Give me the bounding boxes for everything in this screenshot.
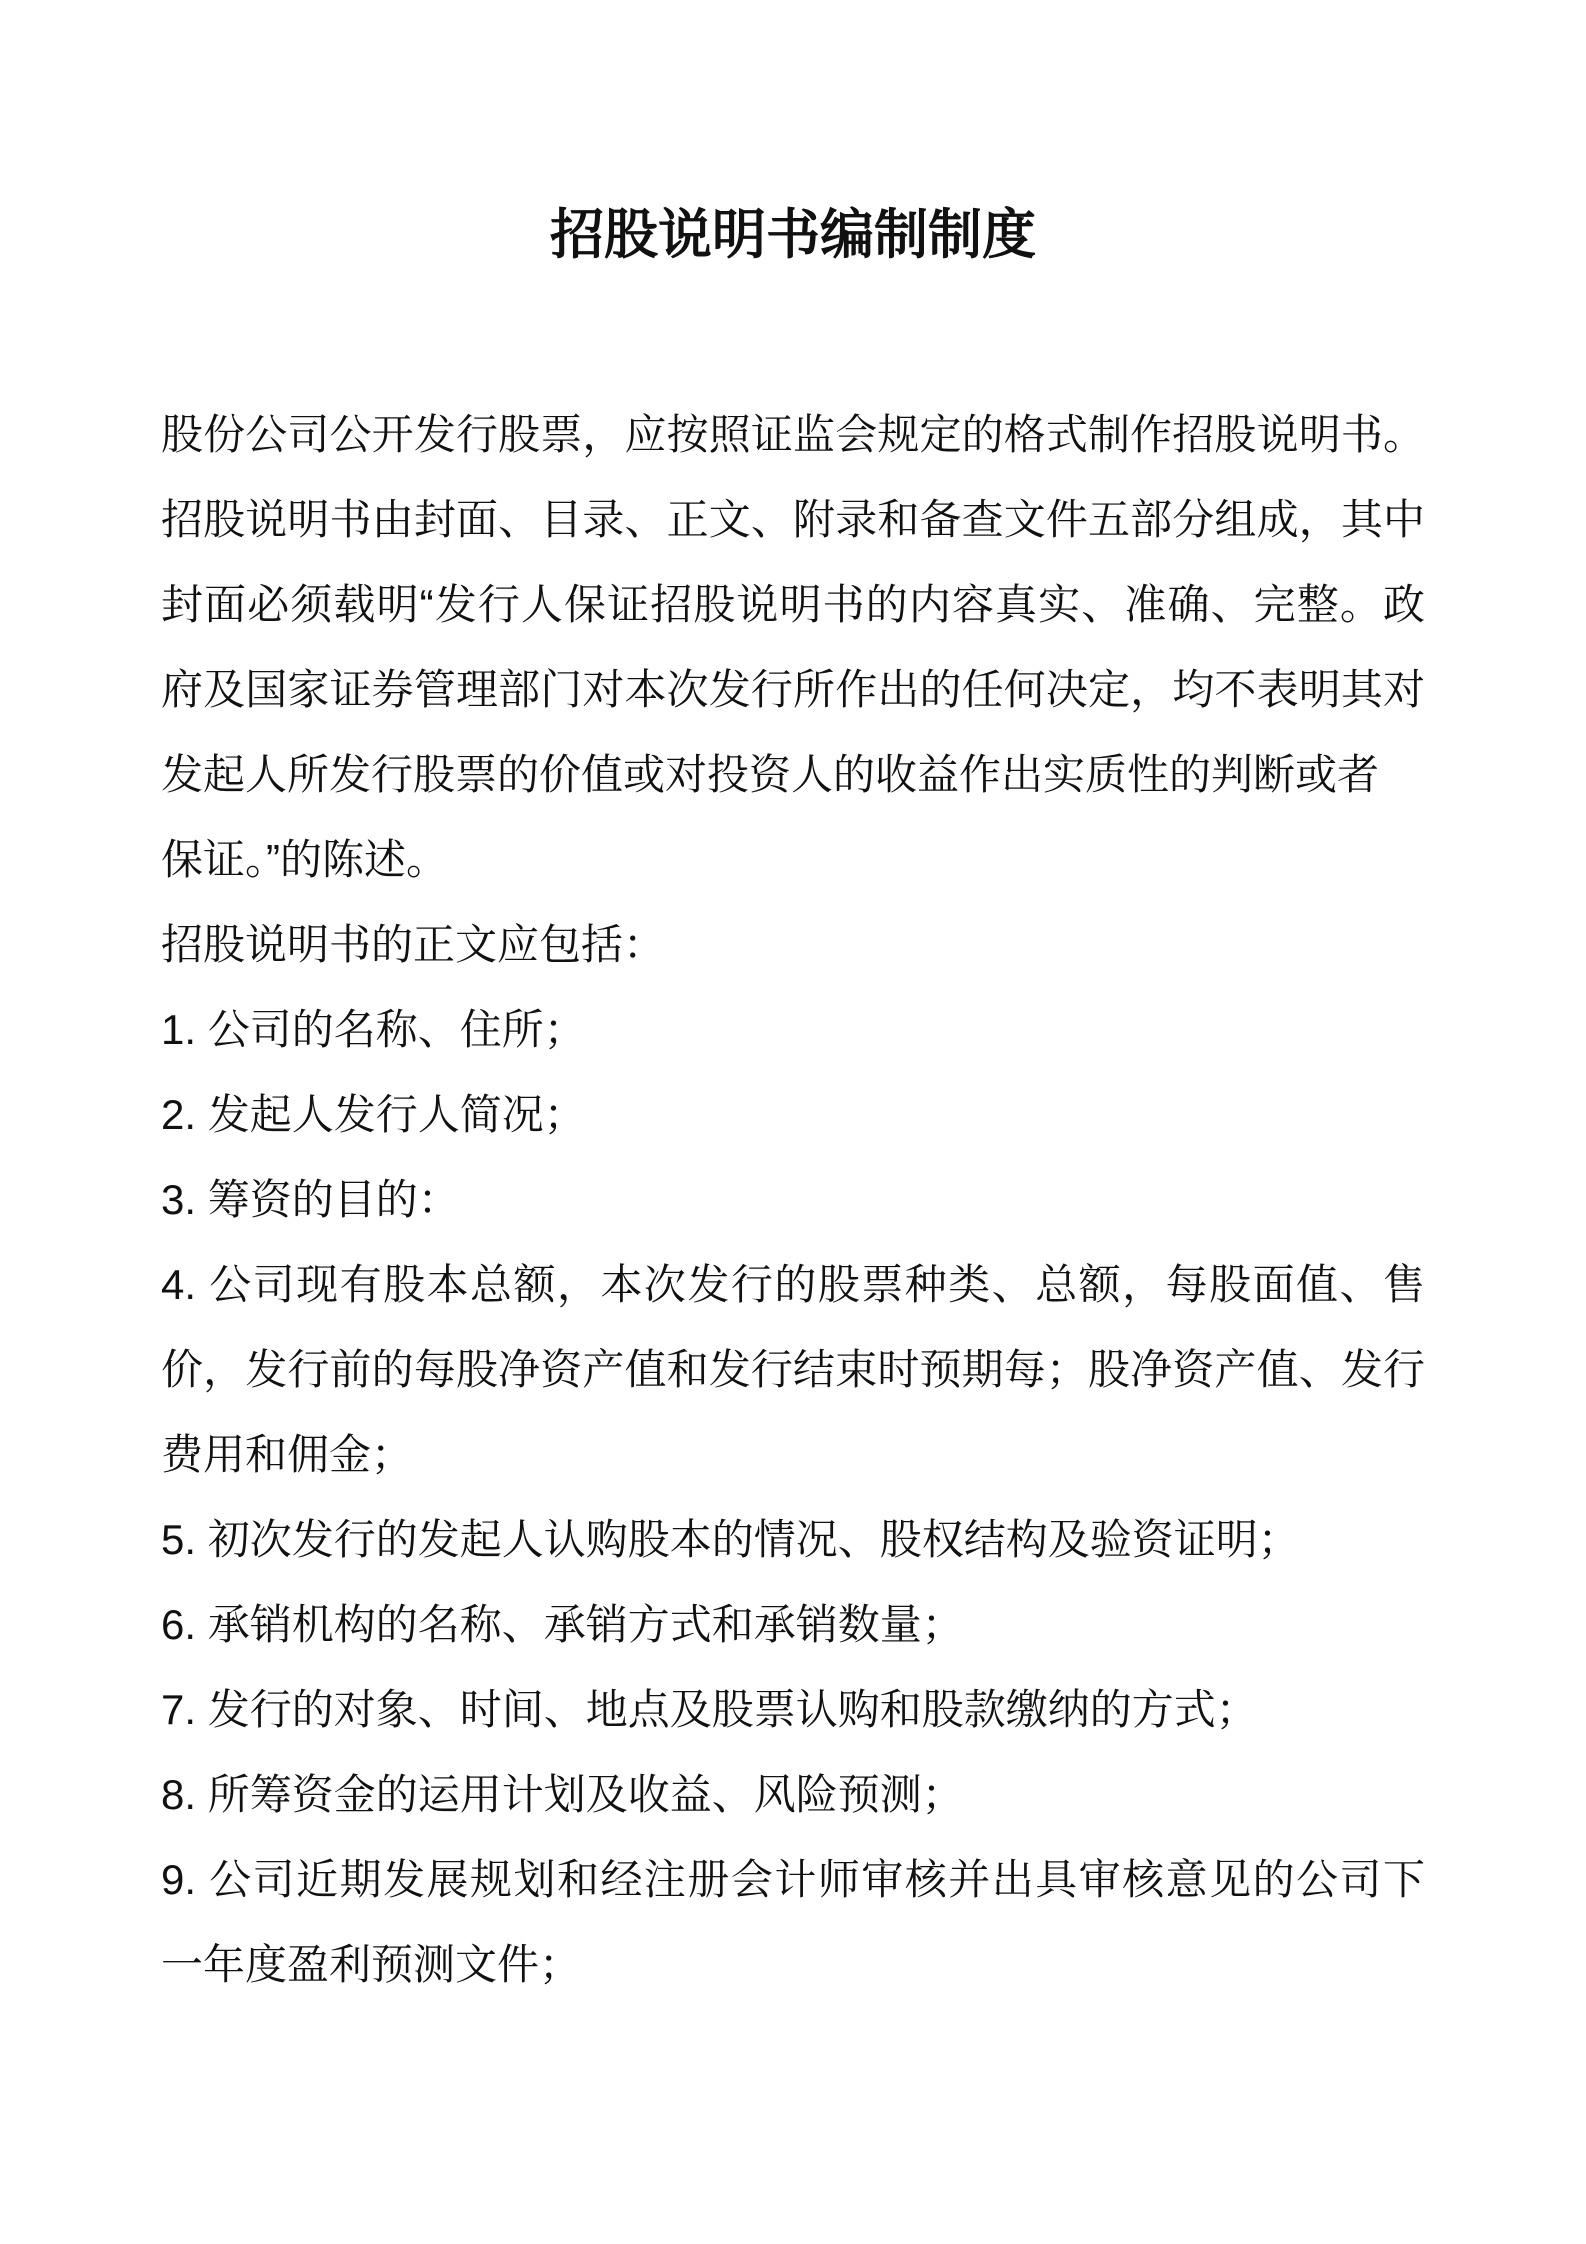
list-item-line: 9. 公司近期发展规划和经注册会计师审核并出具审核意见的公司下 (161, 1856, 1425, 1903)
list-item-line: 5. 初次发行的发起人认购股本的情况、股权结构及验资证明； (161, 1516, 1300, 1563)
list-item-line: 2. 发起人发行人简况； (161, 1091, 586, 1138)
list-item-line: 8. 所筹资金的运用计划及收益、风险预测； (161, 1771, 964, 1818)
list-item-4 (161, 1242, 1425, 1497)
document-title: 招股说明书编制制度 (550, 205, 1036, 265)
list-item-line: 7. 发行的对象、时间、地点及股票认购和股款缴纳的方式； (161, 1686, 1258, 1733)
list-item-1 (161, 987, 1425, 1072)
paragraph-line: 股份公司公开发行股票，应按照证监会规定的格式制作招股说明书。 (161, 411, 1425, 458)
list-item-line: 1. 公司的名称、住所； (161, 1006, 586, 1053)
document-body (161, 392, 1425, 2007)
list-item-7 (161, 1667, 1425, 1752)
paragraph-line: 封面必须载明“发行人保证招股说明书的内容真实、准确、完整。政 (161, 581, 1425, 628)
list-item-5 (161, 1497, 1425, 1582)
paragraph-line: 发起人所发行股票的价值或对投资人的收益作出实质性的判断或者 (161, 751, 1380, 798)
list-item-line: 3. 筹资的目的： (161, 1176, 460, 1223)
list-item-line: 价，发行前的每股净资产值和发行结束时预期每；股净资产值、发行 (161, 1346, 1425, 1393)
list-item-2 (161, 1072, 1425, 1157)
section-lead: 招股说明书的正文应包括： (161, 921, 666, 968)
list-item-line: 费用和佣金； (161, 1431, 414, 1478)
list-item-line: 一年度盈利预测文件； (161, 1941, 582, 1988)
intro-paragraph (161, 392, 1425, 902)
list-item-8 (161, 1752, 1425, 1837)
paragraph-line: 保证。”的陈述。 (161, 836, 448, 883)
list-item-line: 6. 承销机构的名称、承销方式和承销数量； (161, 1601, 964, 1648)
list-item-9 (161, 1837, 1425, 2007)
paragraph-line: 府及国家证券管理部门对本次发行所作出的任何决定，均不表明其对 (161, 666, 1425, 713)
list-item-3 (161, 1157, 1425, 1242)
list-item-6 (161, 1582, 1425, 1667)
paragraph-line: 招股说明书由封面、目录、正文、附录和备查文件五部分组成，其中 (161, 496, 1425, 543)
list-item-line: 4. 公司现有股本总额，本次发行的股票种类、总额，每股面值、售 (161, 1261, 1425, 1308)
